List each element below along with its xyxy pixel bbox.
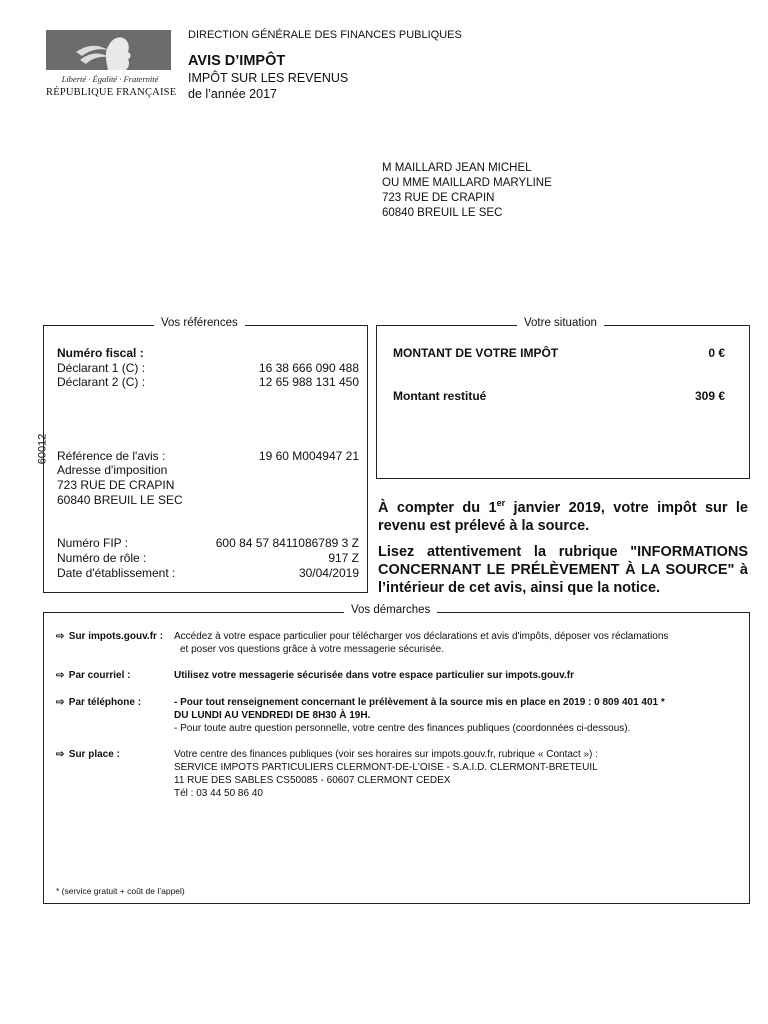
situation-box [376,317,750,479]
references-box [43,317,368,593]
references-legend: Vos références [154,317,245,329]
fip-label: Numéro FIP : [57,536,129,550]
place-label [56,748,120,762]
internet-line1: Accédez à votre espace particulier pour télécharger vos déclarations et avis d'impôts, déposer vos réclamations [174,631,669,642]
role-value: 917 Z [328,551,359,565]
telephone-line3: - Pour toute autre question personnelle, votre centre des finances publiques (coordonnées ci-dessous). [174,723,631,734]
courriel-label [56,669,130,683]
prelevement-info [378,494,748,605]
place-label-text: Sur place : [68,749,120,760]
telephone-label-text: Par téléphone : [68,697,142,708]
logo-republique: RÉPUBLIQUE FRANÇAISE [46,87,177,98]
info-sup: er [496,498,506,508]
info-paragraph-1 [378,494,748,535]
telephone-line2: DU LUNDI AU VENDREDI DE 8H30 À 19H. [174,710,371,721]
recipient-line: M MAILLARD JEAN MICHEL [382,162,532,174]
document-title: AVIS D’IMPÔT [188,53,286,69]
marianne-emblem [46,30,171,70]
document-year: de l’année 2017 [188,87,277,101]
arrow-right-icon: ⇨ [56,749,65,760]
fip-value: 600 84 57 8411086789 3 Z [215,536,359,550]
info-text: janvier 2019, votre impôt sur le revenu est prélevé à la source. [378,499,748,534]
logo-motto: Liberté · Égalité · Fraternité [61,74,159,84]
adresse-label: Adresse d'imposition [57,463,168,477]
document-subtitle: IMPÔT SUR LES REVENUS [188,71,349,85]
footnote: * (service gratuit + coût de l’appel) [56,886,185,896]
telephone-line1: - Pour tout renseignement concernant le prélèvement à la source mis en place en 2019 : 0 809 401 401 * [174,697,665,708]
montant-restitue-value: 309 € [694,389,725,403]
montant-impot-value: 0 € [708,346,725,360]
declarant1-label: Déclarant 1 (C) : [57,361,146,375]
adresse-line1: 723 RUE DE CRAPIN [57,478,175,492]
republique-francaise-logo [46,30,177,104]
direction-label: DIRECTION GÉNÉRALE DES FINANCES PUBLIQUES [188,29,462,41]
declarant1-value: 16 38 666 090 488 [258,361,359,375]
internet-label [56,630,163,644]
courriel-label-text: Par courriel : [68,670,131,681]
side-code: 60012 [36,433,49,465]
place-line2: SERVICE IMPOTS PARTICULIERS CLERMONT-DE-L'OISE - S.A.I.D. CLERMONT-BRETEUIL [174,762,598,773]
declarant2-value: 12 65 988 131 450 [258,375,359,389]
fiscal-number-heading: Numéro fiscal : [57,346,144,360]
courriel-text: Utilisez votre messagerie sécurisée dans votre espace particulier sur impots.gouv.fr [174,670,574,681]
demarches-legend: Vos démarches [344,604,437,616]
arrow-right-icon: ⇨ [56,697,65,708]
place-line4: Tél : 03 44 50 86 40 [174,788,263,799]
situation-legend: Votre situation [517,317,604,329]
internet-label-text: Sur impots.gouv.fr : [68,631,164,642]
telephone-label [56,696,141,710]
date-label: Date d'établissement : [57,566,176,580]
recipient-line: OU MME MAILLARD MARYLINE [382,177,552,189]
place-line1: Votre centre des finances publiques (voir ses horaires sur impots.gouv.fr, rubrique « Contact ») : [174,749,598,760]
demarches-box [43,604,750,904]
role-label: Numéro de rôle : [57,551,147,565]
recipient-address [382,161,552,221]
adresse-line2: 60840 BREUIL LE SEC [57,493,183,507]
ref-avis-label: Référence de l'avis : [57,449,166,463]
ref-avis-value: 19 60 M004947 21 [258,449,359,463]
arrow-right-icon: ⇨ [56,670,65,681]
info-text: À compter du 1 [378,499,497,516]
info-paragraph-2: Lisez attentivement la rubrique "INFORMATIONS CONCERNANT LE PRÉLÈVEMENT À LA SOURCE" à l’intérieur de cet avis, ainsi que la notice. [378,543,748,596]
arrow-right-icon: ⇨ [56,631,65,642]
montant-restitue-label: Montant restitué [393,389,487,403]
recipient-line: 723 RUE DE CRAPIN [382,192,495,204]
internet-line2: et poser vos questions grâce à votre messagerie sécurisée. [180,644,445,655]
place-line3: 11 RUE DES SABLES CS50085 - 60607 CLERMONT CEDEX [174,775,451,786]
declarant2-label: Déclarant 2 (C) : [57,375,146,389]
montant-impot-label: MONTANT DE VOTRE IMPÔT [393,346,559,360]
date-value: 30/04/2019 [298,566,359,580]
recipient-line: 60840 BREUIL LE SEC [382,207,503,219]
